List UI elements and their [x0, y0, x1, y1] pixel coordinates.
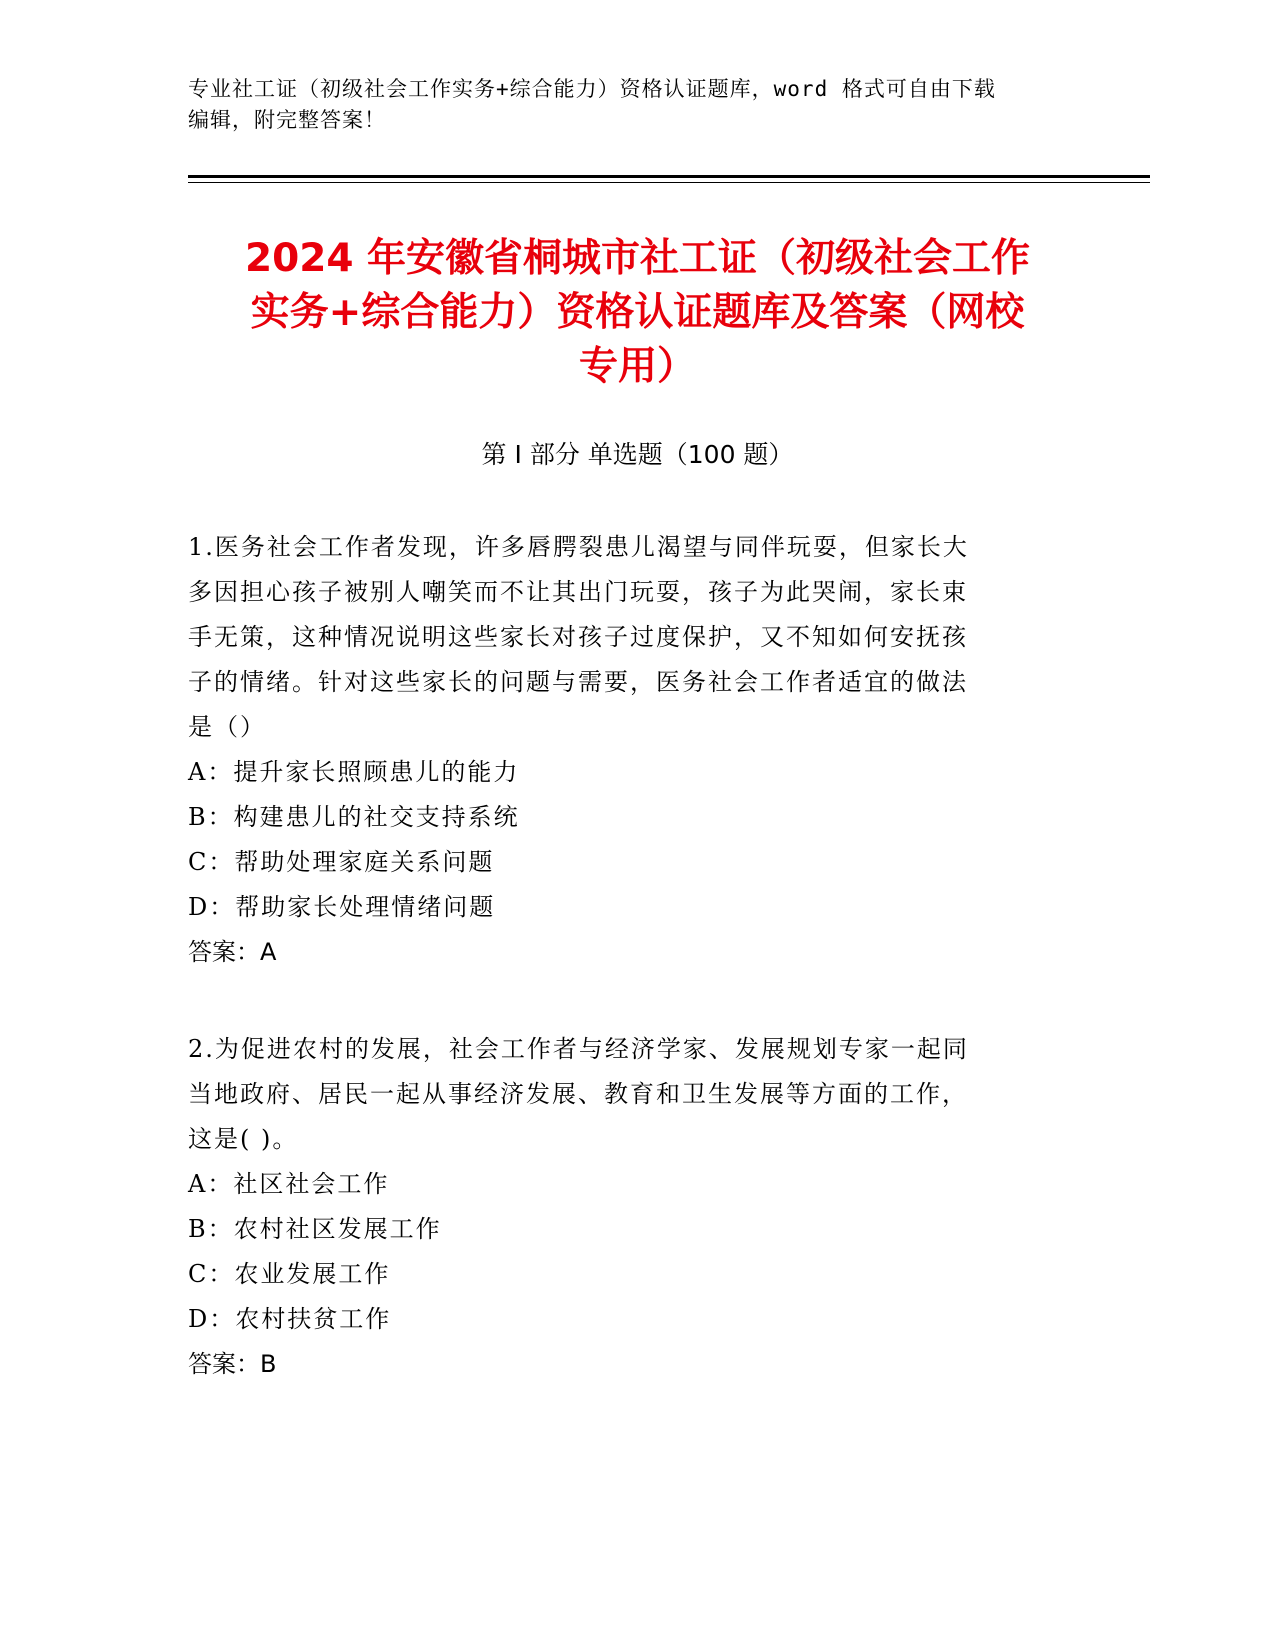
question-stem-line: 这是( )。	[188, 1125, 299, 1153]
header-note-line: 编辑，附完整答案！	[188, 108, 386, 132]
answer-line: 答案：B	[188, 1350, 277, 1378]
question-stem-line: 当地政府、居民一起从事经济发展、教育和卫生发展等方面的工作，	[188, 1080, 968, 1108]
question-stem-line: 1.医务社会工作者发现，许多唇腭裂患儿渴望与同伴玩耍，但家长大	[188, 533, 969, 561]
section-heading: 第 I 部分 单选题（100 题）	[481, 440, 794, 469]
document-title-line: 专用）	[578, 344, 696, 389]
question-item	[188, 525, 1088, 975]
document-title	[150, 232, 1125, 394]
option-c: C：帮助处理家庭关系问题	[188, 848, 495, 876]
header-divider-thin	[188, 182, 1150, 183]
question-stem-line: 子的情绪。针对这些家长的问题与需要，医务社会工作者适宜的做法	[188, 668, 968, 696]
option-b: B：构建患儿的社交支持系统	[188, 803, 520, 831]
question-stem-line: 是（）	[188, 713, 266, 741]
question-stem-line: 2.为促进农村的发展，社会工作者与经济学家、发展规划专家一起同	[188, 1035, 969, 1063]
header-note	[188, 74, 1088, 136]
option-d: D：农村扶贫工作	[188, 1305, 392, 1333]
question-item	[188, 1027, 1088, 1387]
answer-line: 答案：A	[188, 938, 277, 966]
option-b: B：农村社区发展工作	[188, 1215, 442, 1243]
header-note-line: 专业社工证（初级社会工作实务+综合能力）资格认证题库，word 格式可自由下载	[188, 77, 996, 101]
document-title-line: 2024 年安徽省桐城市社工证（初级社会工作	[244, 236, 1031, 281]
question-stem-line: 多因担心孩子被别人嘲笑而不让其出门玩耍，孩子为此哭闹，家长束	[188, 578, 968, 606]
option-d: D：帮助家长处理情绪问题	[188, 893, 496, 921]
option-c: C：农业发展工作	[188, 1260, 391, 1288]
header-divider-thick	[188, 175, 1150, 178]
option-a: A：社区社会工作	[188, 1170, 390, 1198]
option-a: A：提升家长照顾患儿的能力	[188, 758, 520, 786]
document-title-line: 实务+综合能力）资格认证题库及答案（网校	[250, 290, 1025, 335]
question-stem-line: 手无策，这种情况说明这些家长对孩子过度保护，又不知如何安抚孩	[188, 623, 968, 651]
